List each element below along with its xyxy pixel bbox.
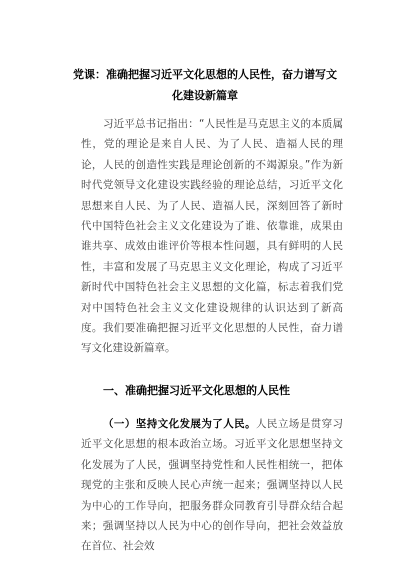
subsection-heading: （一）坚持文化发展为了人民。 — [103, 418, 256, 430]
intro-paragraph: 习近平总书记指出：“人民性是马克思主义的本质属性，党的理论是来自人民、为了人民、造福人民的理论，人民的创造性实践是理论创新的不竭源泉。”作为新时代党领导文化建设实践经验的理论总结，习近平文化思想来自人民、为了人民、造福人民，深刻回答了新时代中国特色社会主义文化建设为了谁、依靠谁，成果由谁共享、成效由谁评价等根本性问题，具有鲜明的人民性，丰富和发展了马克思主义文化理论，构成了习近平新时代中国特色社会主义思想的文化篇，标志着我们党对中国特色社会主义文化建设规律的认识达到了新高度。我们要准确把握习近平文化思想的人民性，奋力谱写文化建设新篇章。 — [81, 118, 343, 355]
subsection-text: 人民立场是贯穿习近平文化思想的根本政治立场。习近平文化思想坚持文化发展为了人民，强调坚持党性和人民性相统一，把体现党的主张和反映人民心声统一起来；强调坚持以人民为中心的工作导向，把服务群众同教育引导群众结合起来；强调坚持以人民为中心的创作导向，把社会效益放在首位、社会效 — [81, 418, 343, 553]
subsection-paragraph — [81, 414, 343, 557]
document-title: 党课：准确把握习近平文化思想的人民性，奋力谱写文化建设新篇章 — [73, 68, 337, 102]
section-heading: 一、准确把握习近平文化思想的人民性 — [103, 384, 290, 397]
